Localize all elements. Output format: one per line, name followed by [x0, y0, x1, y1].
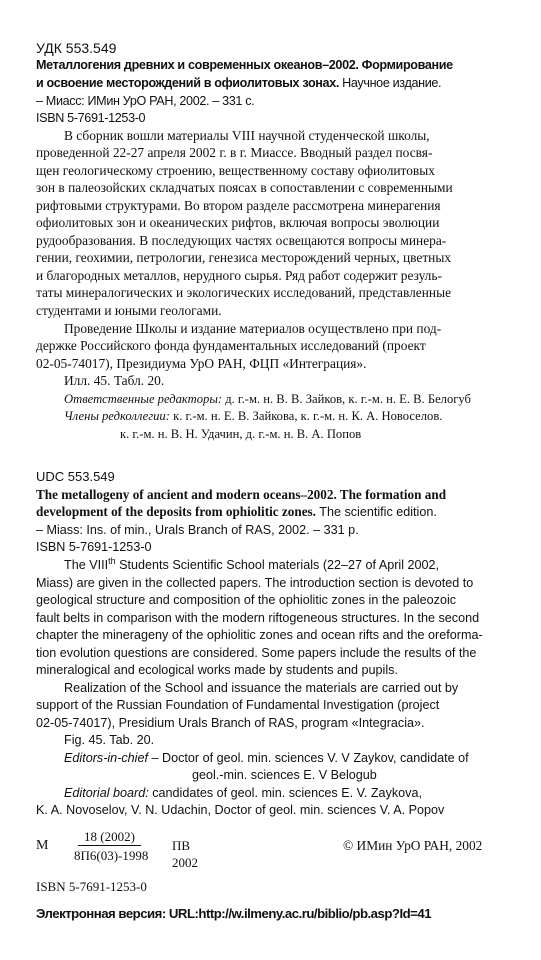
- ru-board: [64, 408, 442, 424]
- en-support-line: Realization of the School and issuance the materials are carried out by: [64, 681, 459, 695]
- en-editors-line2: geol.-min. sciences E. V Belogub: [192, 768, 377, 782]
- en-abstract-first-pre: The VIII: [64, 558, 109, 572]
- en-editors: [64, 750, 469, 766]
- ru-title-line1: Металлогения древних и современных океанов–2002. Формирование: [36, 58, 453, 72]
- en-support-line: support of the Russian Foundation of Fundamental Investigation (project: [36, 698, 440, 712]
- ru-abstract-line: офиолитовых зон и океанических рифтов, включая вопросы эволюции: [36, 215, 440, 230]
- ru-abstract-line: и благородных металлов, нерудного сырья. Ряд работ содержит резуль-: [36, 268, 442, 283]
- en-isbn: ISBN 5-7691-1253-0: [36, 540, 152, 554]
- en-abstract-line: geological structure and composition of the ophiolitic zones in the paleozoic: [36, 593, 457, 607]
- footer-electronic-version: Электронная версия: URL:http://w.ilmeny.ac.ru/biblio/pb.asp?Id=41: [36, 906, 432, 921]
- en-abstract-first-line: [64, 557, 439, 573]
- ru-title-line2-bold: и освоение месторождений в офиолитовых зонах.: [36, 76, 339, 90]
- footer-m-letter: M: [36, 838, 49, 853]
- ru-title-line2: [36, 75, 441, 91]
- ru-illustrations: Илл. 45. Табл. 20.: [64, 373, 165, 388]
- en-board-text: candidates of geol. min. sciences E. V. Zaykova,: [148, 786, 422, 800]
- footer-copyright: © ИМин УрО РАН, 2002: [343, 838, 483, 853]
- en-title-line2-bold: development of the deposits from ophiolitic zones.: [36, 504, 316, 519]
- en-figures: Fig. 45. Tab. 20.: [64, 733, 155, 747]
- ru-editors-label: Ответственные редакторы:: [64, 392, 223, 406]
- en-publisher-line: – Miass: Ins. of min., Urals Branch of RAS, 2002. – 331 p.: [36, 523, 359, 537]
- ru-board-label: Члены редколлегии:: [64, 409, 170, 423]
- ru-support-line: держке Российского фонда фундаментальных исследований (проект: [36, 338, 426, 353]
- en-abstract-first-sup: th: [108, 555, 116, 566]
- en-board-label: Editorial board:: [64, 786, 149, 800]
- footer-isbn: ISBN 5-7691-1253-0: [36, 879, 147, 894]
- ru-abstract-line: щен геологическому строению, вещественному составу офиолитовых: [36, 163, 435, 178]
- en-abstract-first-post: Students Scientific School materials (22–27 of April 2002,: [115, 558, 440, 572]
- en-abstract-line: Miass) are given in the collected papers. The introduction section is devoted to: [36, 576, 474, 590]
- footer-fraction-bottom: 8П6(03)-1998: [74, 848, 149, 863]
- ru-abstract-line: рудообразования. В последующих частях освещаются вопросы минера-: [36, 233, 447, 248]
- en-board: [64, 785, 422, 801]
- ru-abstract-line: зон в палеозойских складчатых поясах в сопоставлении с современными: [36, 180, 453, 195]
- en-title-line2: [36, 504, 437, 520]
- ru-abstract-line: гении, геохимии, петрологии, генезиса месторождений черных, цветных: [36, 250, 452, 265]
- footer-fraction-top: 18 (2002): [78, 829, 141, 846]
- en-title-line2-tail: The scientific edition.: [315, 505, 437, 519]
- ru-isbn: ISBN 5-7691-1253-0: [36, 111, 146, 125]
- ru-board-text: к. г.-м. н. Е. В. Зайкова, к. г.-м. н. К. А. Новоселов.: [169, 409, 443, 423]
- udc-code: UDC 553.549: [36, 469, 115, 484]
- ru-publisher-line: – Миасс: ИМин УрО РАН, 2002. – 331 с.: [36, 94, 255, 108]
- en-editors-label: Editors-in-chief: [64, 751, 148, 765]
- ru-title-line2-tail: Научное издание.: [339, 76, 442, 90]
- en-editors-text: – Doctor of geol. min. sciences V. V Zaykov, candidate of: [148, 751, 469, 765]
- en-abstract-line: fault belts in comparison with the modern riftogeneous structures. In the second: [36, 611, 480, 625]
- udk-code: УДК 553.549: [36, 40, 117, 56]
- ru-support-line: 02-05-74017), Президиума УрО РАН, ФЦП «Интеграция».: [36, 356, 367, 371]
- en-board-line2: K. A. Novoselov, V. N. Udachin, Doctor of geol. min. sciences V. A. Popov: [36, 803, 445, 817]
- ru-abstract-line: проведенной 22-27 апреля 2002 г. в г. Миассе. Вводный раздел посвя-: [36, 145, 433, 160]
- ru-abstract-line: таты минералогических и экологических исследований, представленные: [36, 285, 452, 300]
- ru-abstract-line: рифтовыми структурами. Во втором разделе рассмотрена минерагения: [36, 198, 441, 213]
- en-title-line1: The metallogeny of ancient and modern oceans–2002. The formation and: [36, 487, 447, 502]
- ru-abstract-line: В сборник вошли материалы VIII научной студенческой школы,: [64, 128, 430, 143]
- ru-board-line2: к. г.-м. н. В. Н. Удачин, д. г.-м. н. В. А. Попов: [120, 427, 362, 441]
- en-abstract-line: tion evolution questions are considered. Some papers include the results of the: [36, 646, 477, 660]
- ru-abstract-line: студентами и юными геологами.: [36, 303, 222, 318]
- en-abstract-line: mineralogical and ecological works made by students and pupils.: [36, 663, 398, 677]
- ru-support-line: Проведение Школы и издание материалов осуществлено при под-: [64, 321, 442, 336]
- en-abstract-line: chapter the mineragenу of the ophiolitic zones and ocean rifts and the oreforma-: [36, 628, 483, 642]
- ru-editors: [64, 391, 471, 407]
- footer-pv: ПВ: [172, 838, 191, 853]
- ru-editors-text: д. г.-м. н. В. В. Зайков, к. г.-м. н. Е. В. Белогуб: [222, 392, 471, 406]
- en-support-line: 02-05-74017), Presidium Urals Branch of RAS, program «Integracia».: [36, 716, 425, 730]
- footer-pv-year: 2002: [172, 855, 198, 870]
